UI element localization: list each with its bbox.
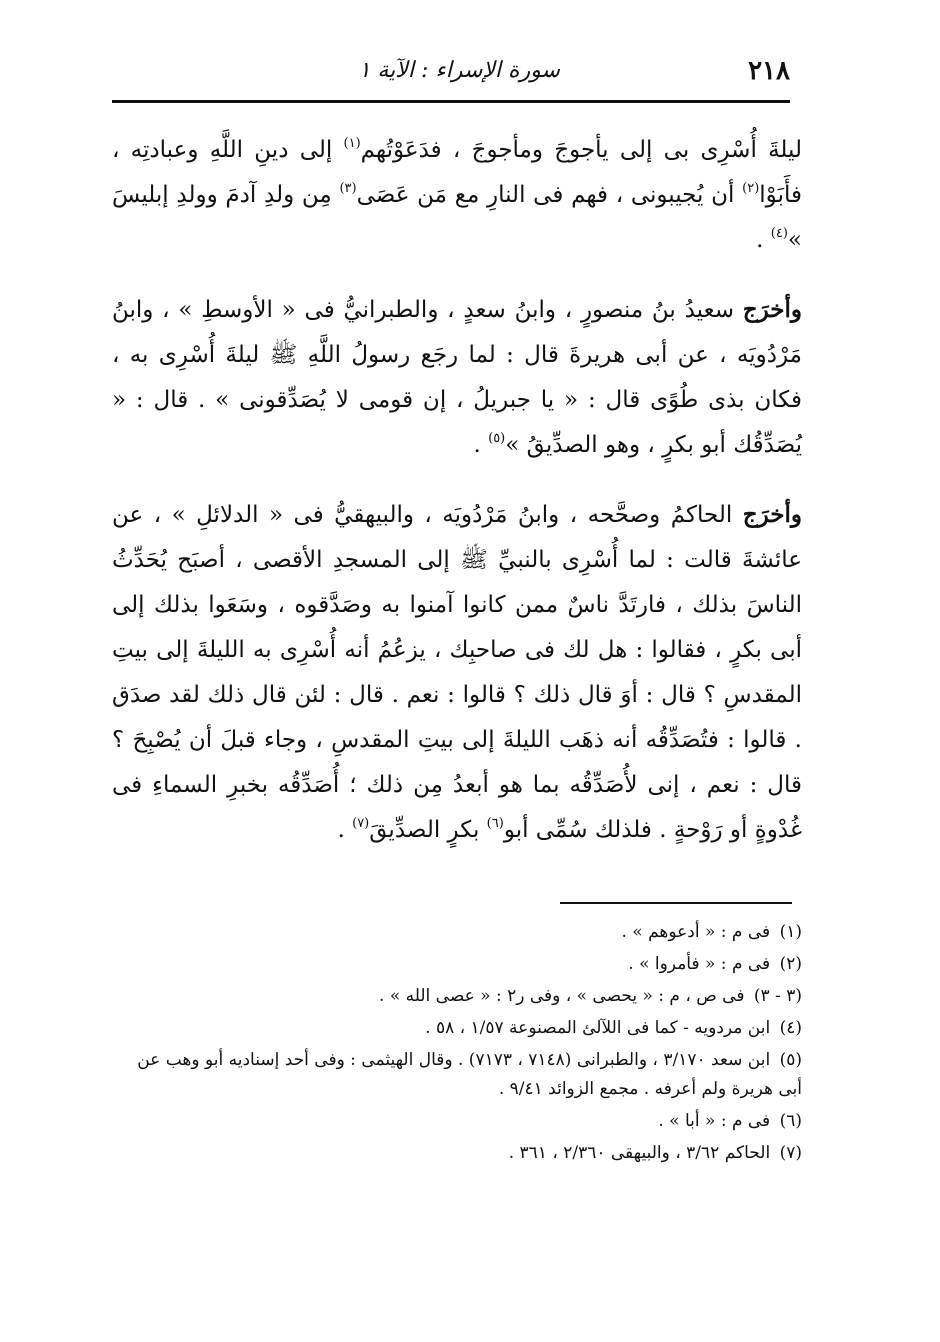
footnote-text: ابن مردويه - كما فى اللآلئ المصنوعة ١/٥٧ ، ٥٨ . (425, 1018, 776, 1038)
footnote-marker: (٤) (770, 226, 788, 241)
running-title: سورة الإسراء : الآية ١ (358, 58, 560, 83)
text-run: مِن ولدِ آدمَ وولدِ إبليسَ » (112, 182, 802, 253)
footnote-text: فى ص ، م : « يحصى » ، وفى ر٢ : « عصى الله » . (379, 986, 750, 1006)
footnote-number: (٧) (779, 1143, 802, 1163)
text-run: إلى دينِ اللَّهِ وعبادتِه ، فأَبَوْا (112, 137, 802, 208)
paragraph-lead: وأخرَج (742, 501, 802, 528)
footnote-text: الحاكم ٣/٦٢ ، والبيهقى ٢/٣٦٠ ، ٣٦١ . (508, 1143, 776, 1163)
footnote-marker: (٣) (339, 181, 357, 196)
main-text (112, 128, 802, 877)
paragraph (112, 287, 802, 468)
paragraph (112, 492, 802, 853)
text-run: . (337, 817, 353, 843)
footnote (112, 918, 802, 947)
footnote-marker: (٢) (742, 181, 760, 196)
footnote-number: (١) (779, 922, 802, 942)
footnote (112, 1046, 802, 1104)
text-run: بكرٍ الصدِّيقَ (369, 817, 487, 843)
footnote-marker: (٥) (488, 431, 506, 446)
text-run: أن يُجيبونى ، فهم فى النارِ مع مَن عَصَى (356, 182, 743, 208)
paragraph-lead: وأخرَج (742, 296, 802, 323)
footnote-number: (٦) (779, 1111, 802, 1131)
text-run: الحاكمُ وصحَّحه ، وابنُ مَرْدُويَه ، والبيهقيُّ فى « الدلائلِ » ، عن عائشةَ قالت : لما أُسْرِى بالنبيِّ ﷺ إلى المسجدِ الأقصى ، أصبَح يُحَدِّثُ الناسَ بذلك ، فارتَدَّ ناسٌ ممن كانوا آمنوا به وصَدَّقوه ، وسَعَوا بذلك إلى أبى بكرٍ ، فقالوا : هل لك فى صاحبِك ، يزعُمُ أنه أُسْرِى به الليلةَ إلى بيتِ المقدسِ ؟ قال : أوَ قال ذلك ؟ قالوا : نعم . قال : لئن قال ذلك لقد صدَق . قالوا : فتُصَدِّقُه أنه ذهَب الليلةَ إلى بيتِ المقدسِ ، وجاء قبلَ أن يُصْبِحَ ؟ قال : نعم ، إنى لأُصَدِّقُه بما هو أبعدُ مِن ذلك ؛ أُصَدِّقُه بخبرِ السماءِ فى غُدْوةٍ أو رَوْحةٍ . فلذلك سُمِّى أبو (112, 502, 802, 843)
footnote-number: (٤) (779, 1018, 802, 1038)
footnote-marker: (٦) (486, 816, 504, 831)
paragraph (112, 128, 802, 263)
footnote-text: فى م : « فأمروا » . (628, 954, 776, 974)
text-run: . (756, 227, 771, 253)
footnote (112, 950, 802, 979)
text-run: . (473, 432, 489, 458)
footnote-text: فى م : « أبا » . (658, 1111, 776, 1131)
footnote-number: (٥) (779, 1050, 802, 1070)
footnote-number: (٣ - ٣) (753, 986, 802, 1006)
text-run: سعيدُ بنُ منصورٍ ، وابنُ سعدٍ ، والطبرانيُّ فى « الأوسطِ » ، وابنُ مَرْدُويَه ، عن أبى هريرةَ قال : لما رجَع رسولُ اللَّهِ ﷺ ليلةَ أُسْرِى به ، فكان بذى طُوًى قال : « يا جبريلُ ، إن قومى لا يُصَدِّقونى » . قال : « يُصَدِّقُك أبو بكرٍ ، وهو الصدِّيقُ » (112, 297, 802, 458)
footnote-text: فى م : « أدعوهم » . (621, 922, 776, 942)
footnote-rule (560, 902, 792, 904)
page-header (112, 52, 790, 92)
footnote-number: (٢) (779, 954, 802, 974)
footnote-marker: (١) (343, 136, 361, 151)
footnote (112, 1014, 802, 1043)
header-rule (112, 100, 790, 103)
footnote (112, 1107, 802, 1136)
footnote-marker: (٧) (352, 816, 370, 831)
footnote-text: ابن سعد ٣/١٧٠ ، والطبرانى (٧١٤٨ ، ٧١٧٣) . وقال الهيثمى : وفى أحد إسناديه أبو وهب عن أبى هريرة ولم أعرفه . مجمع الزوائد ٩/٤١ . (137, 1050, 802, 1099)
footnote (112, 1139, 802, 1168)
page-number: ٢١٨ (748, 56, 790, 86)
footnote (112, 982, 802, 1011)
footnotes (112, 918, 802, 1171)
text-run: ليلةَ أُسْرِى بى إلى يأجوجَ ومأجوجَ ، فدَعَوْتُهم (360, 137, 802, 163)
